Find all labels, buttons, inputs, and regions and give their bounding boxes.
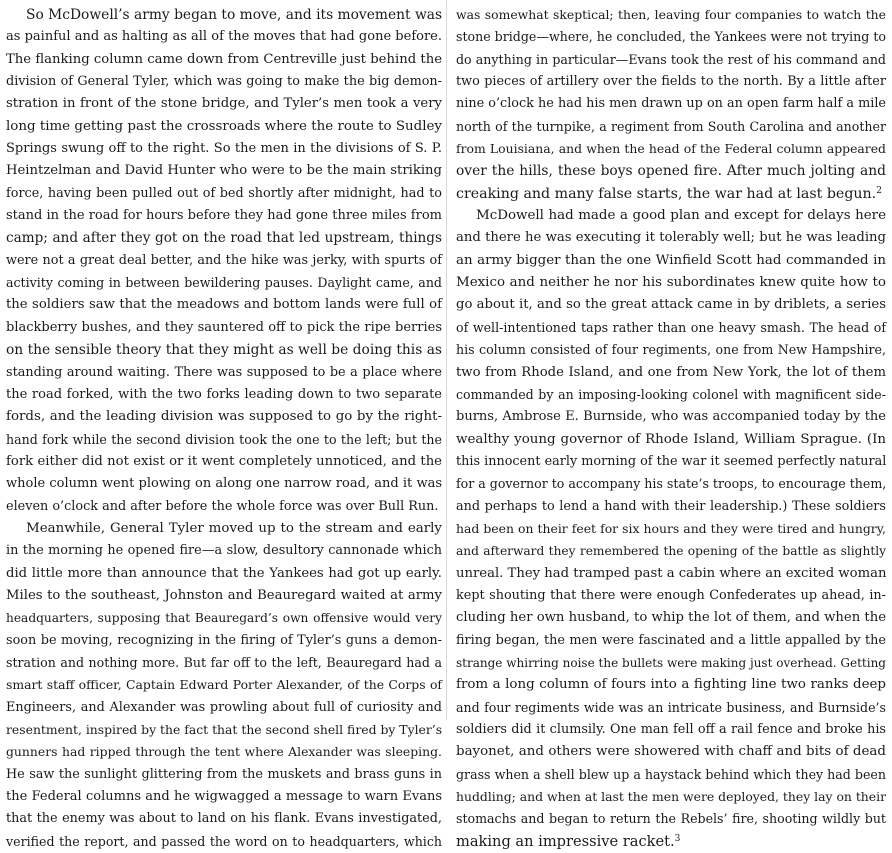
- text-line-content: strange whirring noise the bullets were making just overhead. Getting: [456, 655, 886, 670]
- text-line-content: and there he was executing it tolerably well; but he was leading: [456, 230, 886, 246]
- text-line-content: an army bigger than the one Winfield Scott had commanded in: [456, 252, 886, 268]
- text-line-content: whole column went plowing on along one narrow road, and it was: [6, 476, 442, 492]
- text-line-content: over the hills, these boys opened fire. After much jolting and: [456, 163, 886, 180]
- text-line-content: hand fork while the second division took the one to the left; but the: [6, 431, 442, 447]
- footnote-marker: 2: [876, 185, 882, 196]
- text-line: [456, 697, 886, 719]
- text-line-content: soldiers did it clumsily. One man fell off a rail fence and broke his: [456, 722, 886, 737]
- text-line-content: creaking and many false starts, the war had at last begun.: [456, 185, 877, 202]
- text-line-content: that the enemy was about to land on his flank. Evans investigated,: [6, 811, 442, 827]
- text-line-content: force, having been pulled out of bed shortly after midnight, had to: [6, 185, 442, 201]
- text-line-content: gunners had ripped through the tent where Alexander was sleeping.: [6, 744, 442, 760]
- text-line: [456, 138, 886, 160]
- text-line: [6, 585, 442, 607]
- text-line: [6, 294, 442, 316]
- text-line-content: Miles to the southeast, Johnston and Beauregard waited at army: [6, 587, 442, 603]
- text-line: [456, 630, 886, 652]
- text-line-content: commanded by an imposing-looking colonel with magnificent side-: [456, 386, 886, 402]
- text-line-content: eleven o’clock and after before the whole force was over Bull Run.: [6, 498, 439, 514]
- text-line: [6, 429, 442, 451]
- text-line: [6, 49, 442, 71]
- text-line-content: verified the report, and passed the word on to headquarters, which: [6, 833, 442, 849]
- text-line: [6, 93, 442, 115]
- text-line: [456, 4, 886, 26]
- text-line-content: unreal. They had tramped past a cabin where an excited woman: [456, 565, 887, 581]
- text-line-content: bayonet, and others were showered with chaff and bits of dead: [456, 744, 886, 760]
- text-line: [456, 786, 886, 808]
- text-line-content: and four regiments wide was an intricate business, and Burnside’s: [456, 699, 886, 715]
- text-line: [6, 607, 442, 629]
- text-line-content: were not a great deal better, and the hike was jerky, with spurts of: [6, 252, 442, 268]
- text-line: [6, 496, 442, 518]
- text-line-content: in the morning he opened fire—a slow, desultory cannonade which: [6, 543, 442, 559]
- text-line-content: standing around waiting. There was supposed to be a place where: [6, 364, 442, 380]
- text-line: [456, 674, 886, 696]
- text-line: [456, 764, 886, 786]
- text-line: [456, 205, 886, 227]
- text-line: [6, 116, 442, 138]
- text-line: [456, 563, 886, 585]
- text-line-content: for a governor to accompany his state’s troops, to encourage them,: [456, 476, 887, 492]
- text-line: [6, 406, 442, 428]
- text-line-content: huddling; and when at last the men were deployed, they lay on their: [456, 789, 886, 805]
- text-line: [6, 339, 442, 361]
- text-line: [6, 786, 442, 808]
- text-line-content: resentment, inspired by the fact that the second shell fired by Tyler’s: [6, 722, 443, 737]
- text-line: [6, 250, 442, 272]
- text-line-content: firing began, the men were fascinated and a little appalled by the: [456, 632, 886, 648]
- text-line-content: Mexico and neither he nor his subordinates knew quite how to: [456, 275, 886, 291]
- text-line: [6, 652, 442, 674]
- text-line-content: Springs swung off to the right. So the men in the divisions of S. P.: [6, 141, 442, 157]
- text-line-content: do anything in particular—Evans took the rest of his command and: [456, 51, 886, 67]
- text-line-content: camp; and after they got on the road that led upstream, things: [6, 230, 442, 247]
- text-line-content: and perhaps to lend a hand with their leadership.) These soldiers: [456, 498, 886, 514]
- text-line: [456, 339, 886, 361]
- text-line: [456, 518, 886, 540]
- text-line-content: Heintzelman and David Hunter who were to be the main striking: [6, 163, 442, 179]
- text-line-content: wealthy young governor of Rhode Island, William Sprague. (In: [456, 431, 886, 447]
- column-gutter: [446, 0, 447, 720]
- text-line: [456, 183, 886, 205]
- text-line-content: the Federal columns and he wigwagged a message to warn Evans: [6, 789, 442, 805]
- text-line: [456, 808, 886, 830]
- text-line: [6, 741, 442, 763]
- text-line: [456, 93, 886, 115]
- text-line: [6, 563, 442, 585]
- left-text-column: [6, 4, 443, 849]
- text-line-content: from a long column of fours into a fighting line two ranks deep: [456, 677, 886, 693]
- text-line: [6, 473, 442, 495]
- text-line-content: as painful and as halting as all of the moves that had gone before.: [6, 29, 442, 45]
- text-line: [6, 272, 442, 294]
- text-line: [456, 406, 886, 428]
- text-line: [6, 205, 442, 227]
- text-line-content: So McDowell’s army began to move, and its movement was: [26, 7, 443, 23]
- text-line-content: was somewhat skeptical; then, leaving four companies to watch the: [456, 7, 886, 22]
- text-line: [6, 697, 442, 719]
- text-line-content: He saw the sunlight glittering from the muskets and brass guns in: [6, 766, 442, 782]
- text-line: [6, 831, 442, 853]
- text-line: [6, 183, 442, 205]
- text-line-content: long time getting past the crossroads where the route to Sudley: [6, 118, 442, 134]
- text-line-content: headquarters, supposing that Beauregard’s own offensive would very: [6, 611, 442, 626]
- text-line-content: grass when a shell blew up a haystack behind which they had been: [456, 766, 886, 782]
- text-line: [456, 585, 886, 607]
- text-line: [6, 26, 442, 48]
- text-line-content: blackberry bushes, and they sauntered off to pick the ripe berries: [6, 319, 442, 335]
- text-line-content: on the sensible theory that they might as well be doing this as: [6, 342, 442, 359]
- text-line: [456, 831, 886, 853]
- text-line-content: had been on their feet for six hours and they were tired and hungry,: [456, 520, 886, 536]
- text-line-content: stand in the road for hours before they had gone three miles from: [6, 208, 442, 224]
- text-line: [456, 26, 886, 48]
- text-line-content: the soldiers saw that the meadows and bottom lands were full of: [6, 297, 442, 313]
- text-line-content: The flanking column came down from Centreville just behind the: [6, 51, 442, 67]
- text-line: [6, 764, 442, 786]
- text-line: [456, 652, 886, 674]
- text-line-content: did little more than announce that the Yankees had got up early.: [6, 565, 442, 581]
- text-line-content: two pieces of artillery over the fields to the north. By a little after: [456, 74, 886, 90]
- text-line-content: of well-intentioned taps rather than one heavy smash. The head of: [456, 319, 886, 335]
- text-line-content: his column consisted of four regiments, one from New Hampshire,: [456, 342, 886, 358]
- text-line: [6, 808, 442, 830]
- text-line: [456, 362, 886, 384]
- text-line: [456, 540, 886, 562]
- text-line: [456, 451, 886, 473]
- text-line-content: stration and nothing more. But far off to the left, Beauregard had a: [6, 654, 442, 670]
- text-line-content: two from Rhode Island, and one from New York, the lot of them: [456, 364, 886, 380]
- text-line: [456, 429, 886, 451]
- text-line: [456, 473, 886, 495]
- text-line: [456, 384, 886, 406]
- text-line: [6, 362, 442, 384]
- text-line-content: kept shouting that there were enough Confederates up ahead, in-: [456, 587, 886, 603]
- text-line-content: cluding her own husband, to whip the lot of them, and when the: [456, 610, 886, 626]
- right-text-column: [456, 4, 887, 850]
- text-line-content: fork either did not exist or it went completely unnoticed, and the: [6, 453, 442, 469]
- text-line-content: stration in front of the stone bridge, and Tyler’s men took a very: [6, 96, 442, 112]
- text-line: [456, 719, 886, 741]
- text-line: [456, 116, 886, 138]
- text-line-content: the road forked, with the two forks leading down to two separate: [6, 386, 442, 402]
- text-line: [456, 250, 886, 272]
- text-line: [6, 227, 442, 249]
- text-line-content: Meanwhile, General Tyler moved up to the stream and early: [26, 520, 442, 536]
- text-line-content: go about it, and so the great attack came in by driblets, a series: [456, 297, 886, 313]
- text-line: [456, 160, 886, 182]
- text-line-content: from Louisiana, and when the head of the Federal column appeared: [456, 141, 886, 157]
- text-line: [456, 49, 886, 71]
- text-line-content: and afterward they remembered the opening of the battle as slightly: [456, 544, 886, 559]
- text-line: [6, 719, 442, 741]
- text-line: [6, 674, 442, 696]
- text-line: [6, 138, 442, 160]
- text-line: [6, 4, 442, 26]
- text-line: [6, 317, 442, 339]
- text-line: [456, 227, 886, 249]
- text-line-content: McDowell had made a good plan and except for delays here: [476, 208, 886, 224]
- text-line-content: nine o’clock he had his men drawn up on an open farm half a mile: [456, 96, 886, 112]
- text-line-content: activity coming in between bewildering pauses. Daylight came, and: [6, 275, 442, 291]
- footnote-marker: 3: [674, 833, 681, 844]
- text-line: [456, 71, 886, 93]
- text-line-content: this innocent early morning of the war it seemed perfectly natural: [456, 453, 887, 469]
- text-line: [6, 630, 442, 652]
- text-line-content: division of General Tyler, which was going to make the big demon-: [6, 74, 442, 90]
- text-line: [6, 540, 442, 562]
- text-line-content: burns, Ambrose E. Burnside, who was accompanied today by the: [456, 409, 886, 425]
- text-line: [6, 160, 442, 182]
- text-line-content: soon be moving, recognizing in the firing of Tyler’s guns a demon-: [6, 632, 442, 648]
- text-line-content: north of the turnpike, a regiment from South Carolina and another: [456, 118, 886, 134]
- text-line: [456, 607, 886, 629]
- text-line-content: Engineers, and Alexander was prowling about full of curiosity and: [6, 699, 442, 715]
- text-line-content: stone bridge—where, he concluded, the Yankees were not trying to: [456, 29, 886, 45]
- text-line-content: smart staff officer, Captain Edward Porter Alexander, of the Corps of: [6, 677, 442, 693]
- text-line: [6, 71, 442, 93]
- text-line: [456, 294, 886, 316]
- text-line: [6, 518, 442, 540]
- text-line-content: making an impressive racket.: [456, 832, 675, 850]
- text-line: [456, 317, 886, 339]
- text-line: [456, 741, 886, 763]
- text-line-content: stomachs and began to return the Rebels’ fire, shooting wildly but: [456, 811, 886, 827]
- text-line: [456, 272, 886, 294]
- text-line-content: fords, and the leading division was supposed to go by the right-: [6, 409, 442, 425]
- text-line: [456, 496, 886, 518]
- text-line: [6, 384, 442, 406]
- text-line: [6, 451, 442, 473]
